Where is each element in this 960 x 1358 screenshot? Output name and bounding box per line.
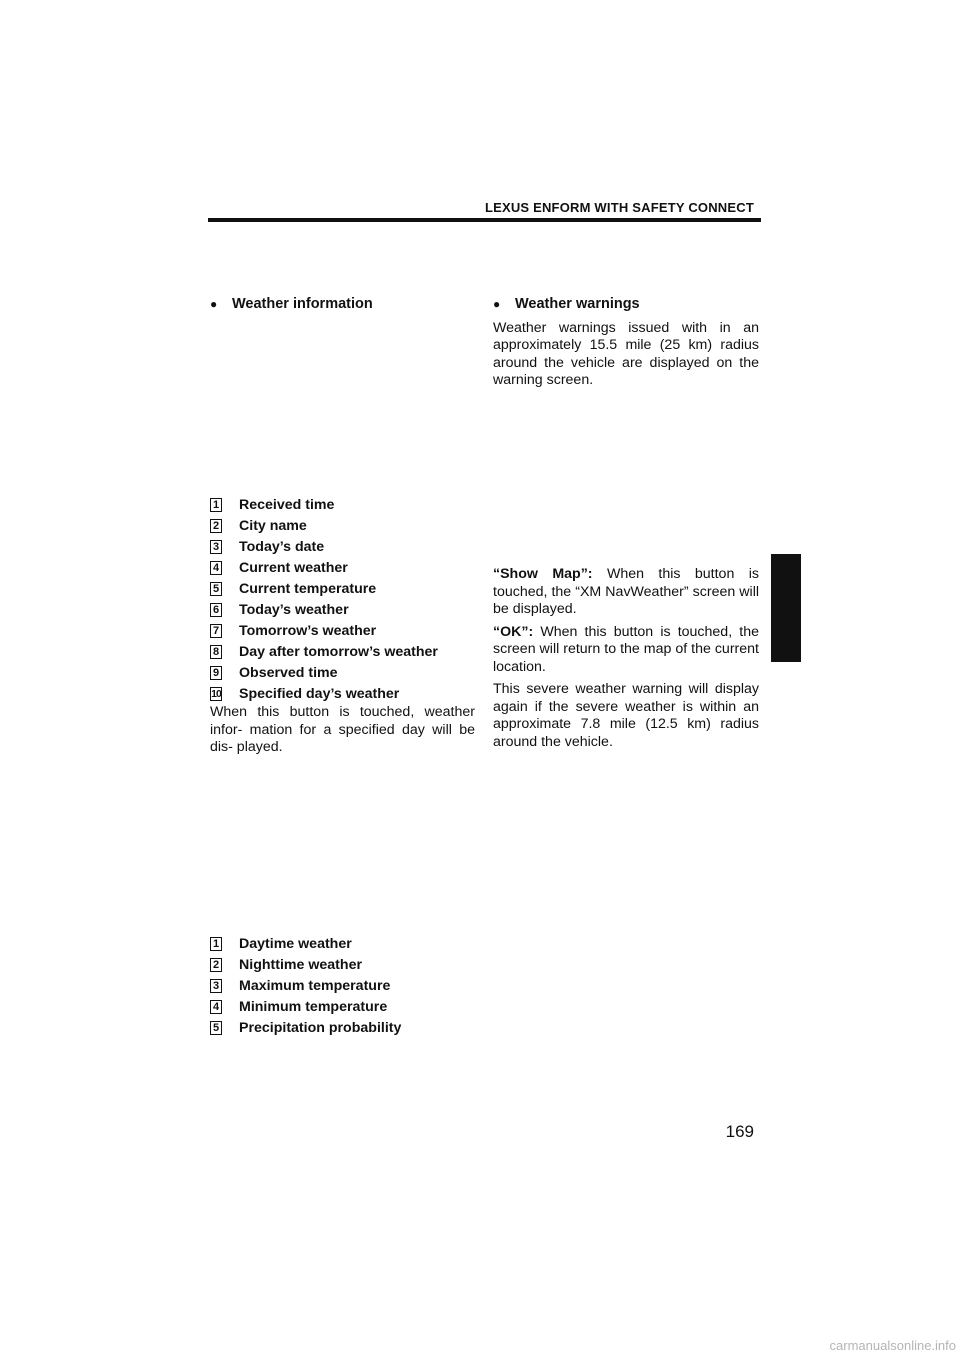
- item-label: Current weather: [239, 560, 348, 576]
- item-label: Maximum temperature: [239, 978, 391, 994]
- item-label: Today’s date: [239, 539, 325, 555]
- weather-info-list: [210, 495, 475, 705]
- warnings-intro: Weather warnings issued with in an approximately 15.5 mile (25 km) radius around the vehicle are displayed on the warning screen.: [493, 319, 759, 388]
- list-item: [210, 997, 475, 1017]
- show-map-description: [493, 566, 759, 619]
- list-item: [210, 642, 475, 662]
- item-label: Daytime weather: [239, 936, 352, 952]
- ok-text: When this button is touched, the screen will return to the map of the current location.: [493, 623, 759, 675]
- item-number-badge: 2: [210, 958, 222, 972]
- list-item: [210, 579, 475, 599]
- item-number-badge: 3: [210, 979, 222, 993]
- item-number-badge: 6: [210, 603, 222, 617]
- section-heading-weather-information: [210, 296, 475, 314]
- specified-day-note: When this button is touched, weather infor- mation for a specified day will be dis- played.: [210, 704, 475, 755]
- item-number-badge: 5: [210, 1021, 222, 1035]
- item-label: Specified day’s weather: [239, 686, 400, 702]
- list-item: [210, 558, 475, 578]
- item-number-badge: 4: [210, 1000, 222, 1014]
- item-number-badge: 7: [210, 624, 222, 638]
- list-item: [210, 600, 475, 620]
- section-heading-weather-warnings: [493, 296, 759, 314]
- left-column-heading: [210, 296, 475, 314]
- list-item: [210, 934, 475, 954]
- list-item: [210, 495, 475, 515]
- section-title: Weather information: [232, 296, 373, 312]
- item-number-badge: 3: [210, 540, 222, 554]
- item-number-badge: 5: [210, 582, 222, 596]
- header-rule: [208, 218, 761, 222]
- list-item: [210, 684, 475, 704]
- chapter-tab: [771, 554, 801, 662]
- item-number-badge: 2: [210, 519, 222, 533]
- ok-description: [493, 624, 759, 677]
- list-item: [210, 1018, 475, 1038]
- list-item: [210, 976, 475, 996]
- bullet-icon: ●: [210, 297, 218, 311]
- show-map-text: When this button is touched, the “XM NavWeather” screen will be displayed.: [493, 566, 759, 617]
- list-item: [210, 537, 475, 557]
- item-label: Nighttime weather: [239, 957, 362, 973]
- item-label: Precipitation probability: [239, 1020, 402, 1036]
- item-label: Tomorrow’s weather: [239, 623, 377, 639]
- item-number-badge: 4: [210, 561, 222, 575]
- list-item: [210, 955, 475, 975]
- item-number-badge: 1: [210, 498, 222, 512]
- item-label: City name: [239, 518, 307, 534]
- item-label: Day after tomorrow’s weather: [239, 644, 438, 660]
- item-number-badge: 10: [211, 687, 221, 700]
- item-label: Received time: [239, 497, 335, 513]
- item-label: Minimum temperature: [239, 999, 388, 1015]
- running-header: LEXUS ENFORM WITH SAFETY CONNECT: [484, 200, 754, 215]
- warning-buttons-text: [493, 566, 759, 756]
- right-column: [493, 296, 759, 395]
- bullet-icon: ●: [493, 297, 501, 311]
- watermark: carmanualsonline.info: [829, 1338, 956, 1353]
- page-number: 169: [725, 1122, 754, 1141]
- item-number-badge: 8: [210, 645, 222, 659]
- list-item: [210, 663, 475, 683]
- forecast-detail-list: [210, 934, 475, 1039]
- item-number-badge: 1: [210, 937, 222, 951]
- list-item: [210, 516, 475, 536]
- show-map-label: “Show Map”:: [493, 566, 593, 582]
- item-label: Observed time: [239, 665, 338, 681]
- ok-label: “OK”:: [493, 623, 534, 640]
- item-label: Today’s weather: [239, 602, 349, 618]
- list-item: [210, 621, 475, 641]
- item-label: Current temperature: [239, 581, 377, 597]
- section-title: Weather warnings: [515, 296, 640, 312]
- repeat-warning-text: This severe weather warning will display again if the severe weather is within an approximate 7.8 mile (12.5 km) radius around the vehicle.: [493, 681, 759, 750]
- item-number-badge: 9: [210, 666, 222, 680]
